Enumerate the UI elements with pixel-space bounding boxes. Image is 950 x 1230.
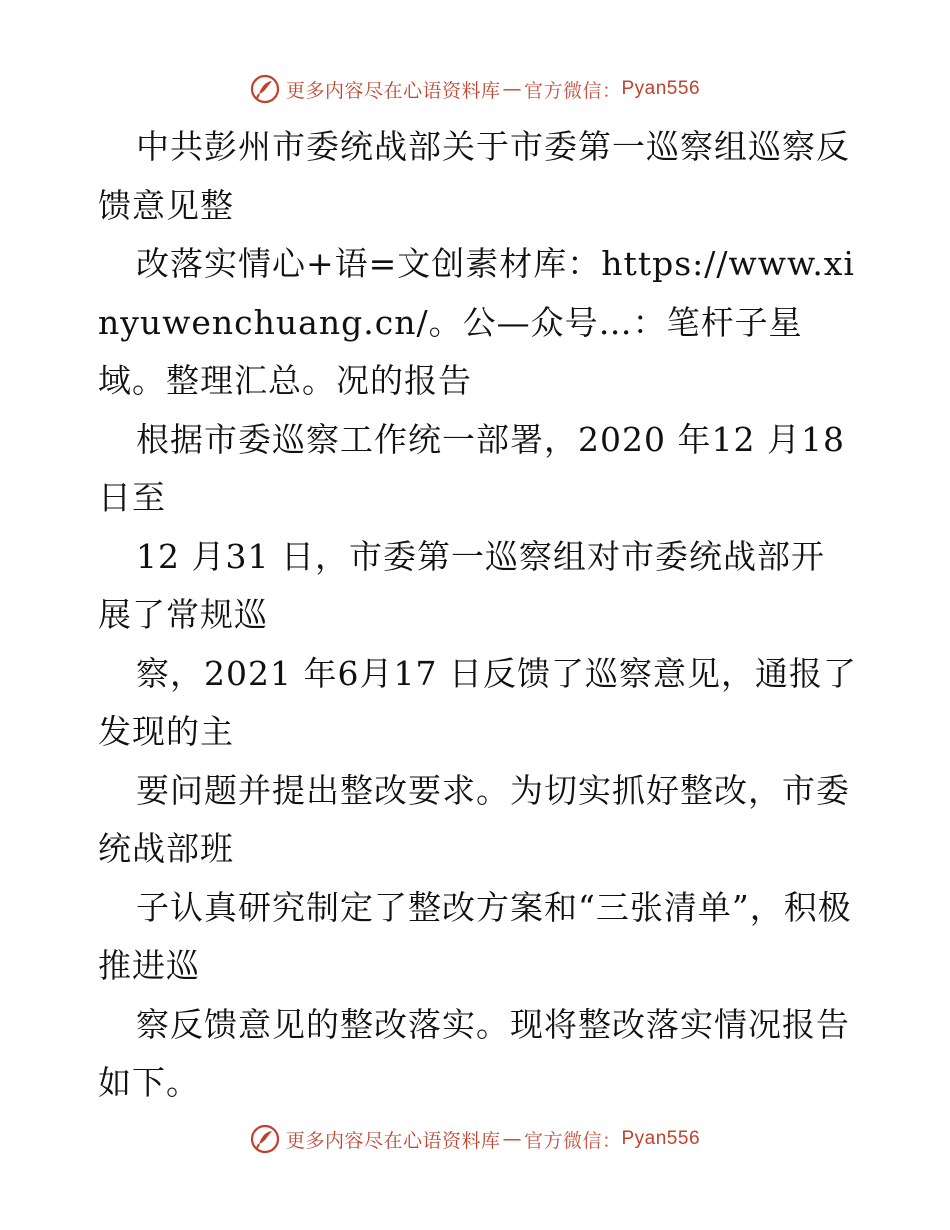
watermark-wechat-id: Pyan556: [621, 1128, 701, 1149]
watermark-separator: —: [502, 78, 522, 100]
watermark-wechat-id: Pyan556: [621, 78, 701, 99]
paragraph: 要问题并提出整改要求。为切实抓好整改，市委统战部班: [98, 770, 850, 868]
paragraph: 子认真研究制定了整改方案和“三张清单”，积极推进巡: [98, 887, 852, 985]
watermark-separator: —: [502, 1128, 522, 1150]
watermark-wechat-label: 官方微信：: [523, 79, 622, 102]
document-body: [98, 118, 858, 1113]
paragraph-title-continued: 改落实情心+语=文创素材库：https://www.xinyuwenchuang.cn/。公—众号…：笔杆子星域。整理汇总。况的报告: [98, 244, 855, 400]
paragraph: 察反馈意见的整改落实。现将整改落实情况报告如下。: [98, 1004, 850, 1102]
watermark-footer: [0, 1124, 950, 1154]
paragraph: 根据市委巡察工作统一部署，2020 年12 月18 日至: [98, 419, 845, 517]
paragraph: 察，2021 年6月17 日反馈了巡察意见，通报了发现的主: [98, 653, 857, 751]
brand-logo-icon: [250, 1124, 280, 1154]
paragraph: 12 月31 日，市委第一巡察组对市委统战部开展了常规巡: [98, 536, 825, 634]
watermark-main-text: 更多内容尽在心语资料库: [285, 79, 501, 102]
brand-logo-icon: [250, 74, 280, 104]
watermark-header: [0, 74, 950, 104]
watermark-wechat-label: 官方微信：: [523, 1129, 622, 1152]
paragraph-title: 中共彭州市委统战部关于市委第一巡察组巡察反馈意见整: [98, 127, 850, 225]
watermark-main-text: 更多内容尽在心语资料库: [285, 1129, 501, 1152]
